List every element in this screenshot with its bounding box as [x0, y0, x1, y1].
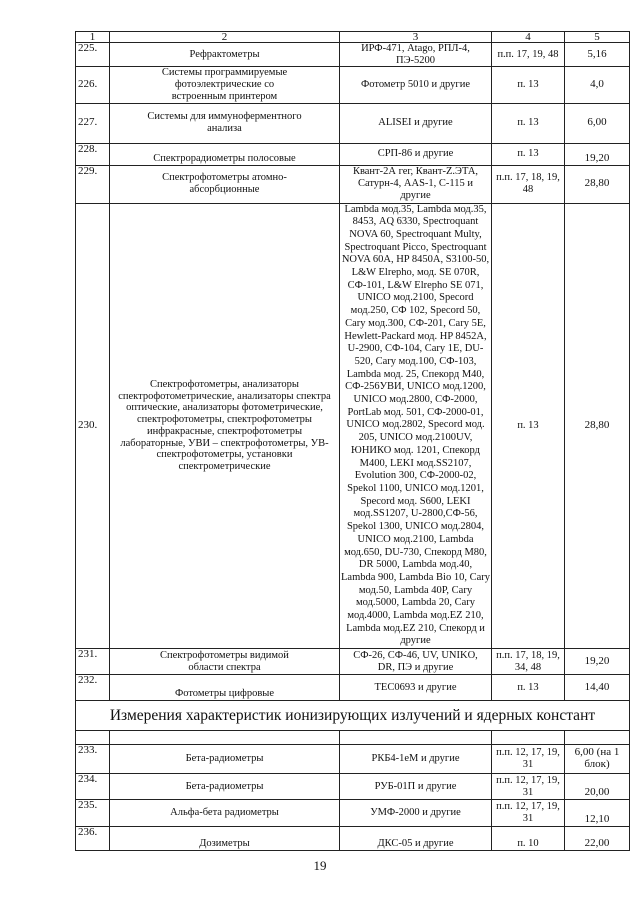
instrument-models: Фотометр 5010 и другие [340, 67, 492, 103]
row-number: 236. [76, 827, 110, 851]
reference-clauses: п. 13 [492, 67, 565, 103]
empty-cell [110, 731, 340, 745]
instrument-name: Рефрактометры [110, 43, 340, 67]
instrument-name: Дозиметры [110, 827, 340, 851]
instrument-models: РКБ4-1еМ и другие [340, 745, 492, 774]
table-row [76, 103, 630, 143]
column-number: 5 [565, 32, 630, 43]
instrument-name: Системы программируемые фотоэлектрические со встроенным принтером [110, 67, 340, 103]
table-row [76, 67, 630, 103]
empty-cell [76, 731, 110, 745]
empty-cell [340, 731, 492, 745]
table-row [76, 649, 630, 675]
instrument-models: ИРФ-471, Atago, РПЛ-4, ПЭ-5200 [340, 43, 492, 67]
reference-clauses: п.п. 12, 17, 19, 31 [492, 800, 565, 827]
table-row [76, 800, 630, 827]
reference-clauses: п. 13 [492, 675, 565, 701]
reference-clauses: п.п. 17, 19, 48 [492, 43, 565, 67]
instrument-models: УМФ-2000 и другие [340, 800, 492, 827]
instrument-name: Спектрофотометры атомно-абсорбционные [110, 165, 340, 203]
instrument-models: РУБ-01П и другие [340, 774, 492, 800]
instrument-models: ТЕС0693 и другие [340, 675, 492, 701]
price-value: 14,40 [565, 675, 630, 701]
price-table [75, 31, 630, 851]
reference-clauses: п. 13 [492, 203, 565, 649]
instrument-name: Системы для иммуноферментного анализа [110, 103, 340, 143]
instrument-name: Спектрофотометры, анализаторы спектрофотометрические, анализаторы спектра оптические, анализаторы фотометрические, спектрофотометры, спектрофотометры инфракрасные, спектрофотометры лабораторные, УВИ – спектрофотометры, УВ-спектрофотометры, установки спектрометрические [110, 203, 340, 649]
price-value: 20,00 [565, 774, 630, 800]
price-value: 6,00 (на 1 блок) [565, 745, 630, 774]
page-number: 19 [313, 858, 327, 873]
instrument-name: Бета-радиометры [110, 745, 340, 774]
table-row [76, 43, 630, 67]
instrument-name: Альфа-бета радиометры [110, 800, 340, 827]
reference-clauses: п. 13 [492, 103, 565, 143]
reference-clauses: п. 13 [492, 143, 565, 165]
empty-cell [492, 731, 565, 745]
price-value: 4,0 [565, 67, 630, 103]
price-value: 28,80 [565, 165, 630, 203]
column-number: 2 [110, 32, 340, 43]
instrument-models: Квант-2А гег, Квант-Z.ЭТА, Сатурн-4, AAS-1, С-115 и другие [340, 165, 492, 203]
table-row [76, 745, 630, 774]
instrument-models: СРП-86 и другие [340, 143, 492, 165]
row-number: 231. [76, 649, 110, 675]
row-number: 235. [76, 800, 110, 827]
row-number: 230. [76, 203, 110, 649]
table-row [76, 774, 630, 800]
row-number: 225. [76, 43, 110, 67]
section-title: Измерения характеристик ионизирующих излучений и ядерных констант [76, 701, 630, 731]
spacer-row [76, 731, 630, 745]
instrument-name: Спектрорадиометры полосовые [110, 143, 340, 165]
column-numbers-row [76, 32, 630, 43]
price-value: 6,00 [565, 103, 630, 143]
table-row [76, 143, 630, 165]
table-row [76, 165, 630, 203]
row-number: 232. [76, 675, 110, 701]
price-value: 22,00 [565, 827, 630, 851]
row-number: 227. [76, 103, 110, 143]
row-number: 229. [76, 165, 110, 203]
empty-cell [565, 731, 630, 745]
instrument-name: Бета-радиометры [110, 774, 340, 800]
table-row [76, 675, 630, 701]
instrument-models: СФ-26, СФ-46, UV, UNIKO, DR, ПЭ и другие [340, 649, 492, 675]
instrument-name: Спектрофотометры видимой области спектра [110, 649, 340, 675]
reference-clauses: п.п. 12, 17, 19, 31 [492, 745, 565, 774]
table-row [76, 827, 630, 851]
price-value: 5,16 [565, 43, 630, 67]
price-value: 28,80 [565, 203, 630, 649]
row-number: 233. [76, 745, 110, 774]
reference-clauses: п.п. 12, 17, 19, 31 [492, 774, 565, 800]
row-number: 226. [76, 67, 110, 103]
reference-clauses: п.п. 17, 18, 19, 34, 48 [492, 649, 565, 675]
price-value: 12,10 [565, 800, 630, 827]
column-number: 4 [492, 32, 565, 43]
reference-clauses: п.п. 17, 18, 19, 48 [492, 165, 565, 203]
column-number: 3 [340, 32, 492, 43]
reference-clauses: п. 10 [492, 827, 565, 851]
instrument-models: ДКС-05 и другие [340, 827, 492, 851]
table-row [76, 203, 630, 649]
instrument-models: ALISEI и другие [340, 103, 492, 143]
price-value: 19,20 [565, 143, 630, 165]
price-value: 19,20 [565, 649, 630, 675]
row-number: 228. [76, 143, 110, 165]
instrument-models: Lambda мод.35, Lambda мод.35, 8453, AQ 6330, Spectroquant NOVA 60, Spectroquant Multy, Spectroquant Picco, Spectroquant NOVA 60A, HP 8450A, S3100-50, L&W Elrepho, мод. SE 070R, СФ-101, L&W Elrepho SE 071, UNICO мод.2100, Specord мод.250, СФ 102, Specord 50, Cary мод.300, СФ-201, Cary 5E, Hewlett-Packard мод. HP 8452A, U-2900, СФ-104, Cary 1E, DU-520, Cary мод.100, СФ-103, Lambda мод. 25, Спекорд М40, СФ-256УВИ, UNICO мод.1200, UNICO мод.2800, СФ-2000, PortLab мод. 501, СФ-2000-01, UNICO мод.2802, Specord мод. 205, UNICO мод.2100UV, ЮНИКО мод. 1201, Спекорд М400, LEKI мод.SS2107, Evolution 300, СФ-2000-02, Spekol 1100, UNICO мод.1201, Specord мод. S600, LEKI мод.SS1207, U-2800,СФ-56, Spekol 1300, UNICO мод.2804, UNICO мод.2100, Lambda мод.650, DU-730, Спекорд М80, DR 5000, Lambda мод.40, Lambda 900, Lambda Bio 10, Cary мод.50, Lambda 40P, Cary мод.5000, Lambda 20, Cary мод.4000, Lambda мод.EZ 210, Lambda мод.EZ 210, Спекорд и другие [340, 203, 492, 649]
column-number: 1 [76, 32, 110, 43]
row-number: 234. [76, 774, 110, 800]
section-row [76, 701, 630, 731]
instrument-name: Фотометры цифровые [110, 675, 340, 701]
